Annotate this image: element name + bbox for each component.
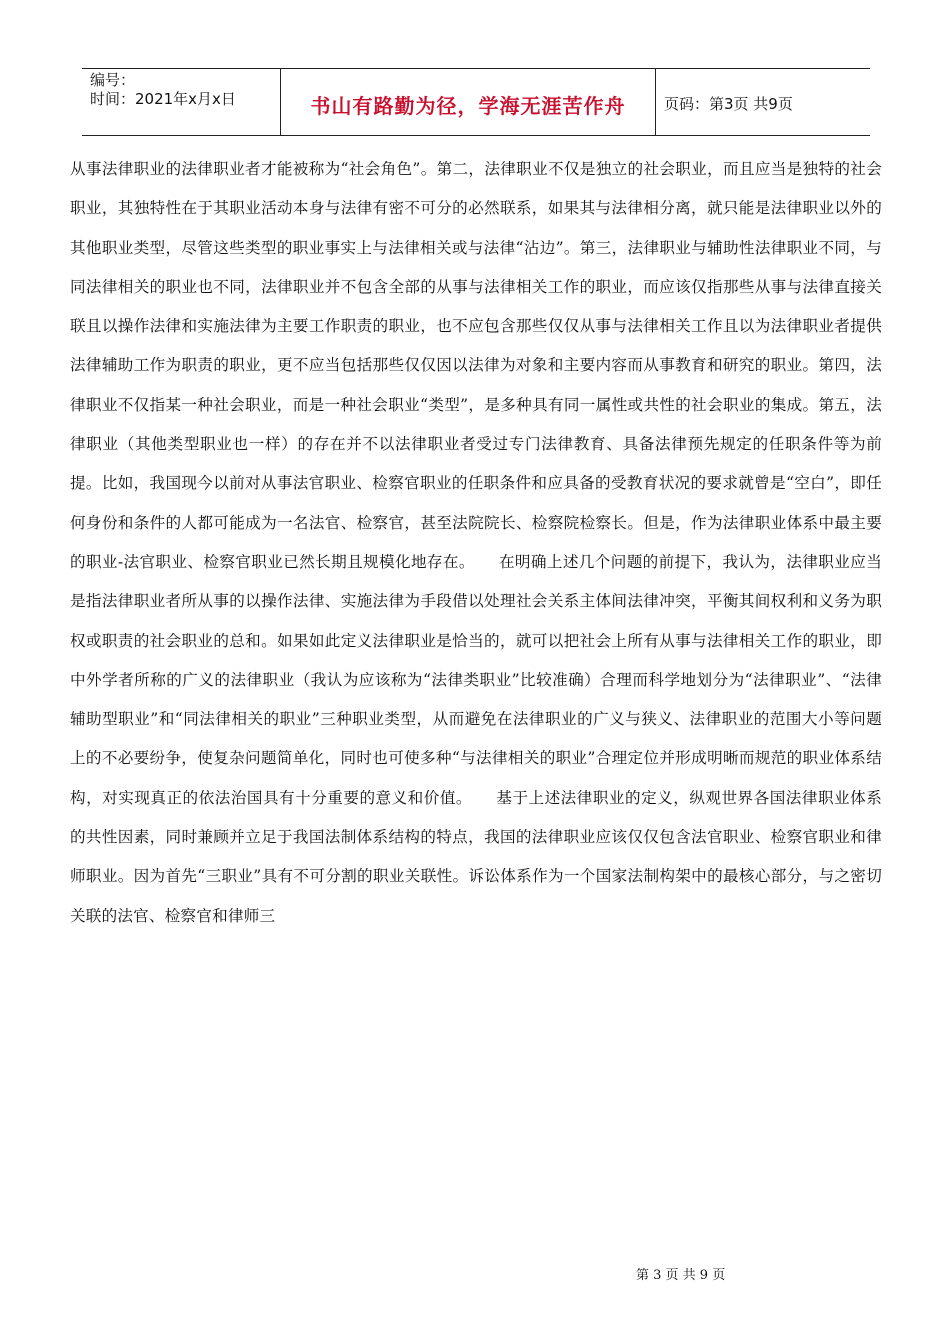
page-header <box>82 68 870 136</box>
document-date-label: 时间：2021年x月x日 <box>90 90 236 108</box>
header-page-cell <box>656 70 870 136</box>
document-number-label: 编号： <box>90 71 136 89</box>
footer-page-number: 第 3 页 共 9 页 <box>636 1268 726 1283</box>
document-body <box>70 150 882 936</box>
header-meta-cell <box>82 69 281 135</box>
header-motto-cell <box>281 69 656 135</box>
header-motto: 书山有路勤为径，学海无涯苦作舟 <box>310 93 626 118</box>
header-page-info: 页码：第3页 共9页 <box>664 94 793 113</box>
body-paragraph: 从事法律职业的法律职业者才能被称为“社会角色”。第二，法律职业不仅是独立的社会职业，而且应当是独特的社会职业，其独特性在于其职业活动本身与法律有密不可分的必然联系，如果其与法律相分离，就只能是法律职业以外的其他职业类型，尽管这些类型的职业事实上与法律相关或与法律“沾边”。第三，法律职业与辅助性法律职业不同，与同法律相关的职业也不同，法律职业并不包含全部的从事与法律相关工作的职业，而应该仅指那些从事与法律直接关联且以操作法律和实施法律为主要工作职责的职业，也不应包含那些仅仅从事与法律相关工作且以为法律职业者提供法律辅助工作为职责的职业，更不应当包括那些仅仅因以法律为对象和主要内容而从事教育和研究的职业。第四，法律职业不仅指某一种社会职业，而是一种社会职业“类型”，是多种具有同一属性或共性的社会职业的集成。第五，法律职业（其他类型职业也一样）的存在并不以法律职业者受过专门法律教育、具备法律预先规定的任职条件等为前提。比如，我国现今以前对从事法官职业、检察官职业的任职条件和应具备的受教育状况的要求就曾是“空白”，即任何身份和条件的人都可能成为一名法官、检察官，甚至法院院长、检察院检察长。但是，作为法律职业体系中最主要的职业-法官职业、检察官职业已然长期且规模化地存在。 在明确上述几个问题的前提下，我认为，法律职业应当是指法律职业者所从事的以操作法律、实施法律为手段借以处理社会关系主体间法律冲突，平衡其间权利和义务为职权或职责的社会职业的总和。如果如此定义法律职业是恰当的，就可以把社会上所有从事与法律相关工作的职业，即中外学者所称的广义的法律职业（我认为应该称为“法律类职业”比较准确）合理而科学地划分为“法律职业”、“法律辅助型职业”和“同法律相关的职业”三种职业类型，从而避免在法律职业的广义与狭义、法律职业的范围大小等问题上的不必要纷争，使复杂问题简单化，同时也可使多种“与法律相关的职业”合理定位并形成明晰而规范的职业体系结构，对实现真正的依法治国具有十分重要的意义和价值。 基于上述法律职业的定义，纵观世界各国法律职业体系的共性因素，同时兼顾并立足于我国法制体系结构的特点，我国的法律职业应该仅仅包含法官职业、检察官职业和律师职业。因为首先“三职业”具有不可分割的职业关联性。诉讼体系作为一个国家法制构架中的最核心部分，与之密切关联的法官、检察官和律师三 <box>70 160 882 925</box>
